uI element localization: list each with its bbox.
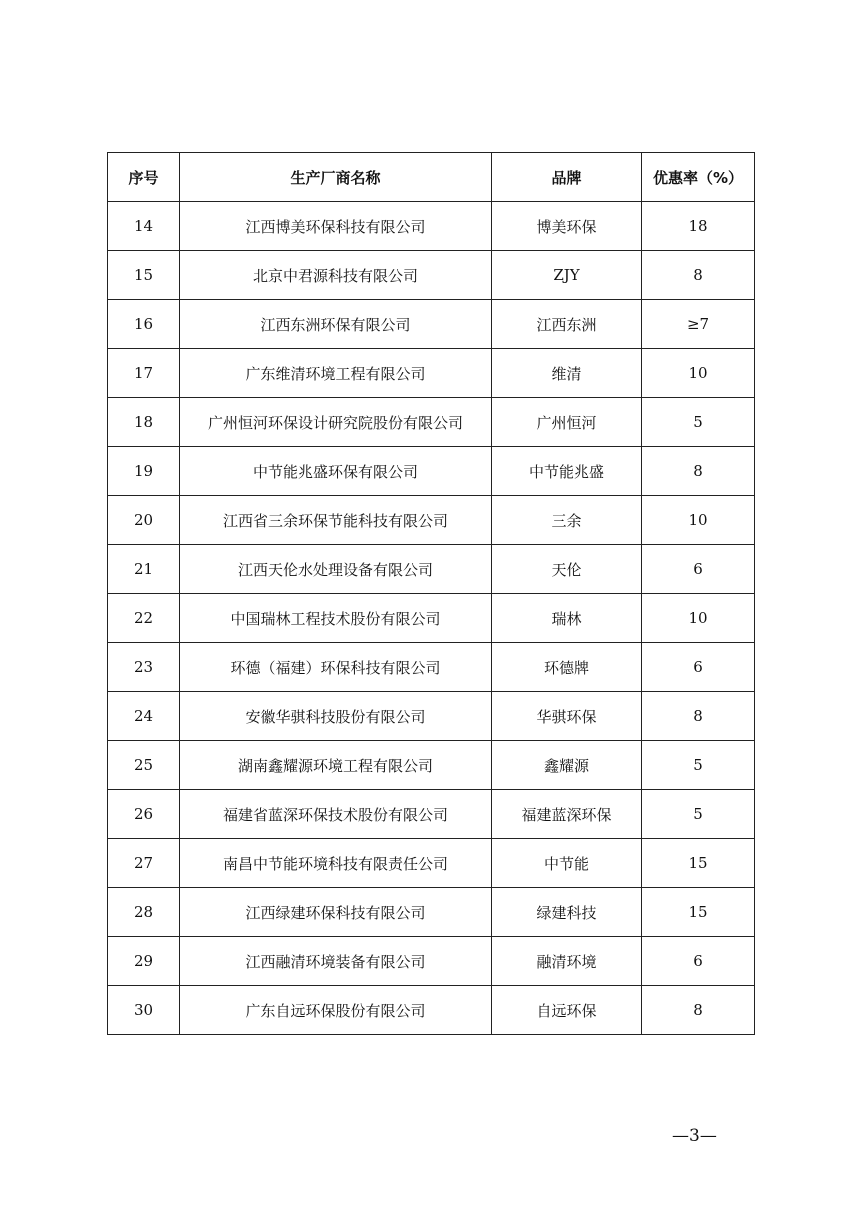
- cell-no: 27: [108, 839, 180, 888]
- table-row: [108, 790, 755, 839]
- table-row: [108, 545, 755, 594]
- cell-manufacturer: 南昌中节能环境科技有限责任公司: [180, 839, 492, 888]
- cell-manufacturer: 江西天伦水处理设备有限公司: [180, 545, 492, 594]
- table-row: [108, 202, 755, 251]
- table-row: [108, 888, 755, 937]
- cell-discount: 15: [642, 839, 755, 888]
- cell-no: 24: [108, 692, 180, 741]
- cell-discount: 15: [642, 888, 755, 937]
- header-row: [108, 153, 755, 202]
- cell-brand: 自远环保: [492, 986, 642, 1035]
- cell-discount: 6: [642, 937, 755, 986]
- cell-brand: 中节能: [492, 839, 642, 888]
- cell-manufacturer: 广东维清环境工程有限公司: [180, 349, 492, 398]
- cell-brand: 环德牌: [492, 643, 642, 692]
- cell-no: 28: [108, 888, 180, 937]
- cell-no: 26: [108, 790, 180, 839]
- table-row: [108, 349, 755, 398]
- cell-manufacturer: 江西博美环保科技有限公司: [180, 202, 492, 251]
- page-number: —3—: [672, 1126, 717, 1146]
- cell-manufacturer: 广州恒河环保设计研究院股份有限公司: [180, 398, 492, 447]
- cell-no: 14: [108, 202, 180, 251]
- table-row: [108, 300, 755, 349]
- cell-discount: 5: [642, 741, 755, 790]
- table-row: [108, 251, 755, 300]
- cell-brand: 三余: [492, 496, 642, 545]
- cell-no: 16: [108, 300, 180, 349]
- cell-brand: 广州恒河: [492, 398, 642, 447]
- cell-discount: 18: [642, 202, 755, 251]
- cell-manufacturer: 安徽华骐科技股份有限公司: [180, 692, 492, 741]
- cell-discount: 8: [642, 447, 755, 496]
- cell-manufacturer: 福建省蓝深环保技术股份有限公司: [180, 790, 492, 839]
- cell-manufacturer: 北京中君源科技有限公司: [180, 251, 492, 300]
- header-manufacturer: 生产厂商名称: [180, 153, 492, 202]
- cell-manufacturer: 江西绿建环保科技有限公司: [180, 888, 492, 937]
- cell-brand: 中节能兆盛: [492, 447, 642, 496]
- cell-manufacturer: 环德（福建）环保科技有限公司: [180, 643, 492, 692]
- cell-discount: 6: [642, 545, 755, 594]
- cell-discount: 10: [642, 594, 755, 643]
- table-header: [108, 153, 755, 202]
- header-no: 序号: [108, 153, 180, 202]
- cell-brand: 鑫耀源: [492, 741, 642, 790]
- cell-discount: 8: [642, 986, 755, 1035]
- cell-brand: 融清环境: [492, 937, 642, 986]
- cell-discount: 5: [642, 790, 755, 839]
- cell-manufacturer: 中节能兆盛环保有限公司: [180, 447, 492, 496]
- cell-no: 15: [108, 251, 180, 300]
- cell-no: 23: [108, 643, 180, 692]
- cell-discount: 10: [642, 496, 755, 545]
- table-row: [108, 839, 755, 888]
- cell-brand: 绿建科技: [492, 888, 642, 937]
- cell-brand: 江西东洲: [492, 300, 642, 349]
- cell-no: 17: [108, 349, 180, 398]
- cell-no: 19: [108, 447, 180, 496]
- cell-no: 21: [108, 545, 180, 594]
- cell-brand: 天伦: [492, 545, 642, 594]
- cell-manufacturer: 广东自远环保股份有限公司: [180, 986, 492, 1035]
- cell-no: 25: [108, 741, 180, 790]
- table-row: [108, 643, 755, 692]
- cell-brand: 华骐环保: [492, 692, 642, 741]
- cell-no: 30: [108, 986, 180, 1035]
- table-body: [108, 202, 755, 1035]
- header-discount: 优惠率（%）: [642, 153, 755, 202]
- cell-discount: 8: [642, 251, 755, 300]
- header-brand: 品牌: [492, 153, 642, 202]
- table-row: [108, 986, 755, 1035]
- cell-brand: 瑞林: [492, 594, 642, 643]
- cell-discount: 5: [642, 398, 755, 447]
- table-row: [108, 398, 755, 447]
- cell-brand: 博美环保: [492, 202, 642, 251]
- cell-manufacturer: 江西东洲环保有限公司: [180, 300, 492, 349]
- table-row: [108, 741, 755, 790]
- manufacturer-table: [107, 152, 755, 1035]
- cell-discount: 8: [642, 692, 755, 741]
- cell-manufacturer: 江西融清环境装备有限公司: [180, 937, 492, 986]
- cell-manufacturer: 江西省三余环保节能科技有限公司: [180, 496, 492, 545]
- cell-discount: ≥7: [642, 300, 755, 349]
- table-row: [108, 937, 755, 986]
- cell-no: 29: [108, 937, 180, 986]
- cell-brand: 福建蓝深环保: [492, 790, 642, 839]
- cell-no: 18: [108, 398, 180, 447]
- cell-no: 20: [108, 496, 180, 545]
- cell-manufacturer: 湖南鑫耀源环境工程有限公司: [180, 741, 492, 790]
- cell-discount: 10: [642, 349, 755, 398]
- table-row: [108, 594, 755, 643]
- cell-manufacturer: 中国瑞林工程技术股份有限公司: [180, 594, 492, 643]
- table-row: [108, 496, 755, 545]
- cell-no: 22: [108, 594, 180, 643]
- cell-brand: ZJY: [492, 251, 642, 300]
- cell-discount: 6: [642, 643, 755, 692]
- table-row: [108, 692, 755, 741]
- table-row: [108, 447, 755, 496]
- cell-brand: 维清: [492, 349, 642, 398]
